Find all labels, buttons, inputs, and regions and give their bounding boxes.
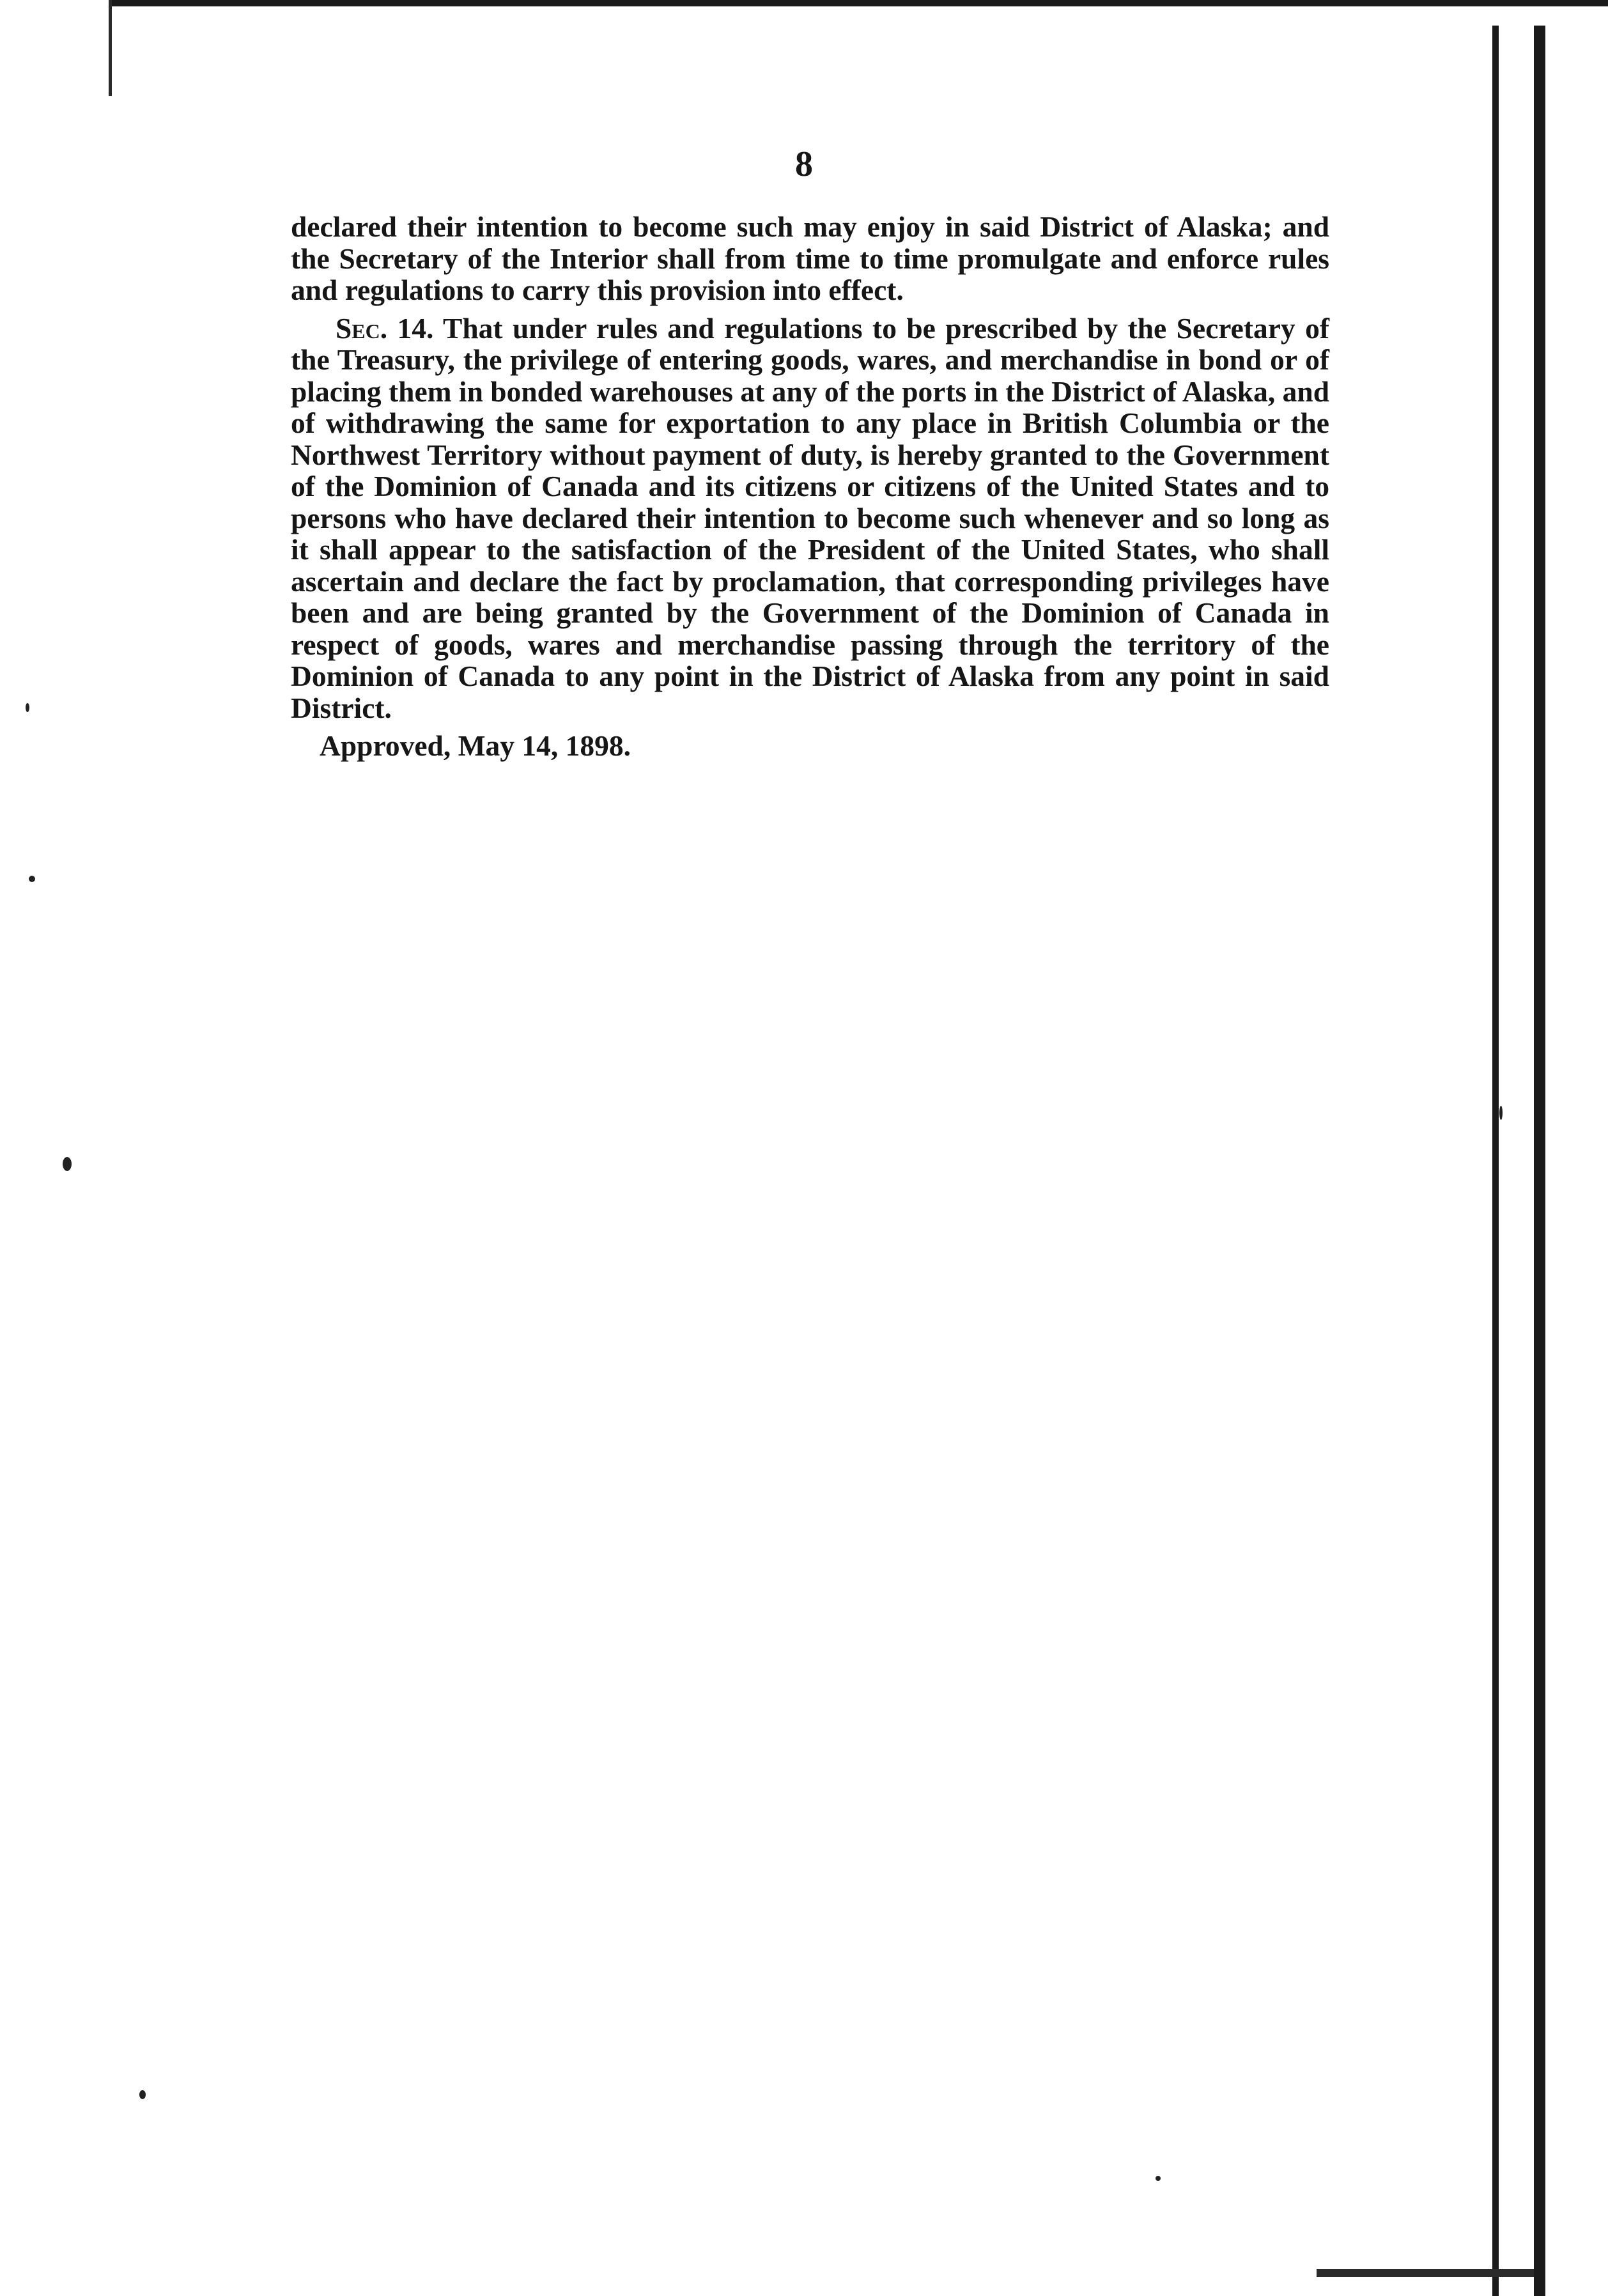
paragraph-continuation: declared their intention to become such may enjoy in said District of Alaska; and the Secretary of the Interior shall from time to time promulgate and enforce rules and regulations to carry this provision into effect. bbox=[291, 210, 1329, 306]
page-number: 8 bbox=[795, 144, 813, 184]
page-frame-left-edge bbox=[109, 0, 112, 96]
scan-speck bbox=[26, 703, 29, 712]
page-frame-bottom-edge bbox=[1317, 2269, 1534, 2277]
scan-speck bbox=[1499, 1106, 1503, 1120]
paragraph-section-14 bbox=[291, 313, 1329, 724]
section-label: Sec. 14. bbox=[336, 311, 434, 345]
document-body bbox=[291, 211, 1329, 768]
scan-speck bbox=[1156, 2176, 1161, 2181]
scan-speck bbox=[29, 876, 35, 882]
approval-line: Approved, May 14, 1898. bbox=[320, 729, 631, 762]
section-text: That under rules and regulations to be prescribed by the Secretary of the Treasury, the privilege of entering goods, wares, and merchandise in bond or of placing them in bonded warehouses at any of the ports in the District of Alaska, and of withdrawing the same for exportation to any place in British Columbia or the Northwest Territory without payment of duty, is hereby granted to the Government of the Dominion of Canada and its citizens or citizens of the United States and to persons who have declared their intention to become such whenever and so long as it shall appear to the satisfaction of the President of the United States, who shall ascertain and declare the fact by proclamation, that corresponding privileges have been and are being granted by the Government of the Dominion of Canada in respect of goods, wares and merchandise passing through the territory of the Dominion of Canada to any point in the District of Alaska from any point in said District. bbox=[291, 311, 1329, 724]
scan-speck bbox=[139, 2090, 146, 2099]
page-frame-right-edge bbox=[1492, 26, 1499, 2296]
page-frame-outer-edge bbox=[1534, 26, 1545, 2296]
page-frame-top-edge bbox=[109, 0, 1608, 6]
scan-speck bbox=[63, 1157, 72, 1171]
